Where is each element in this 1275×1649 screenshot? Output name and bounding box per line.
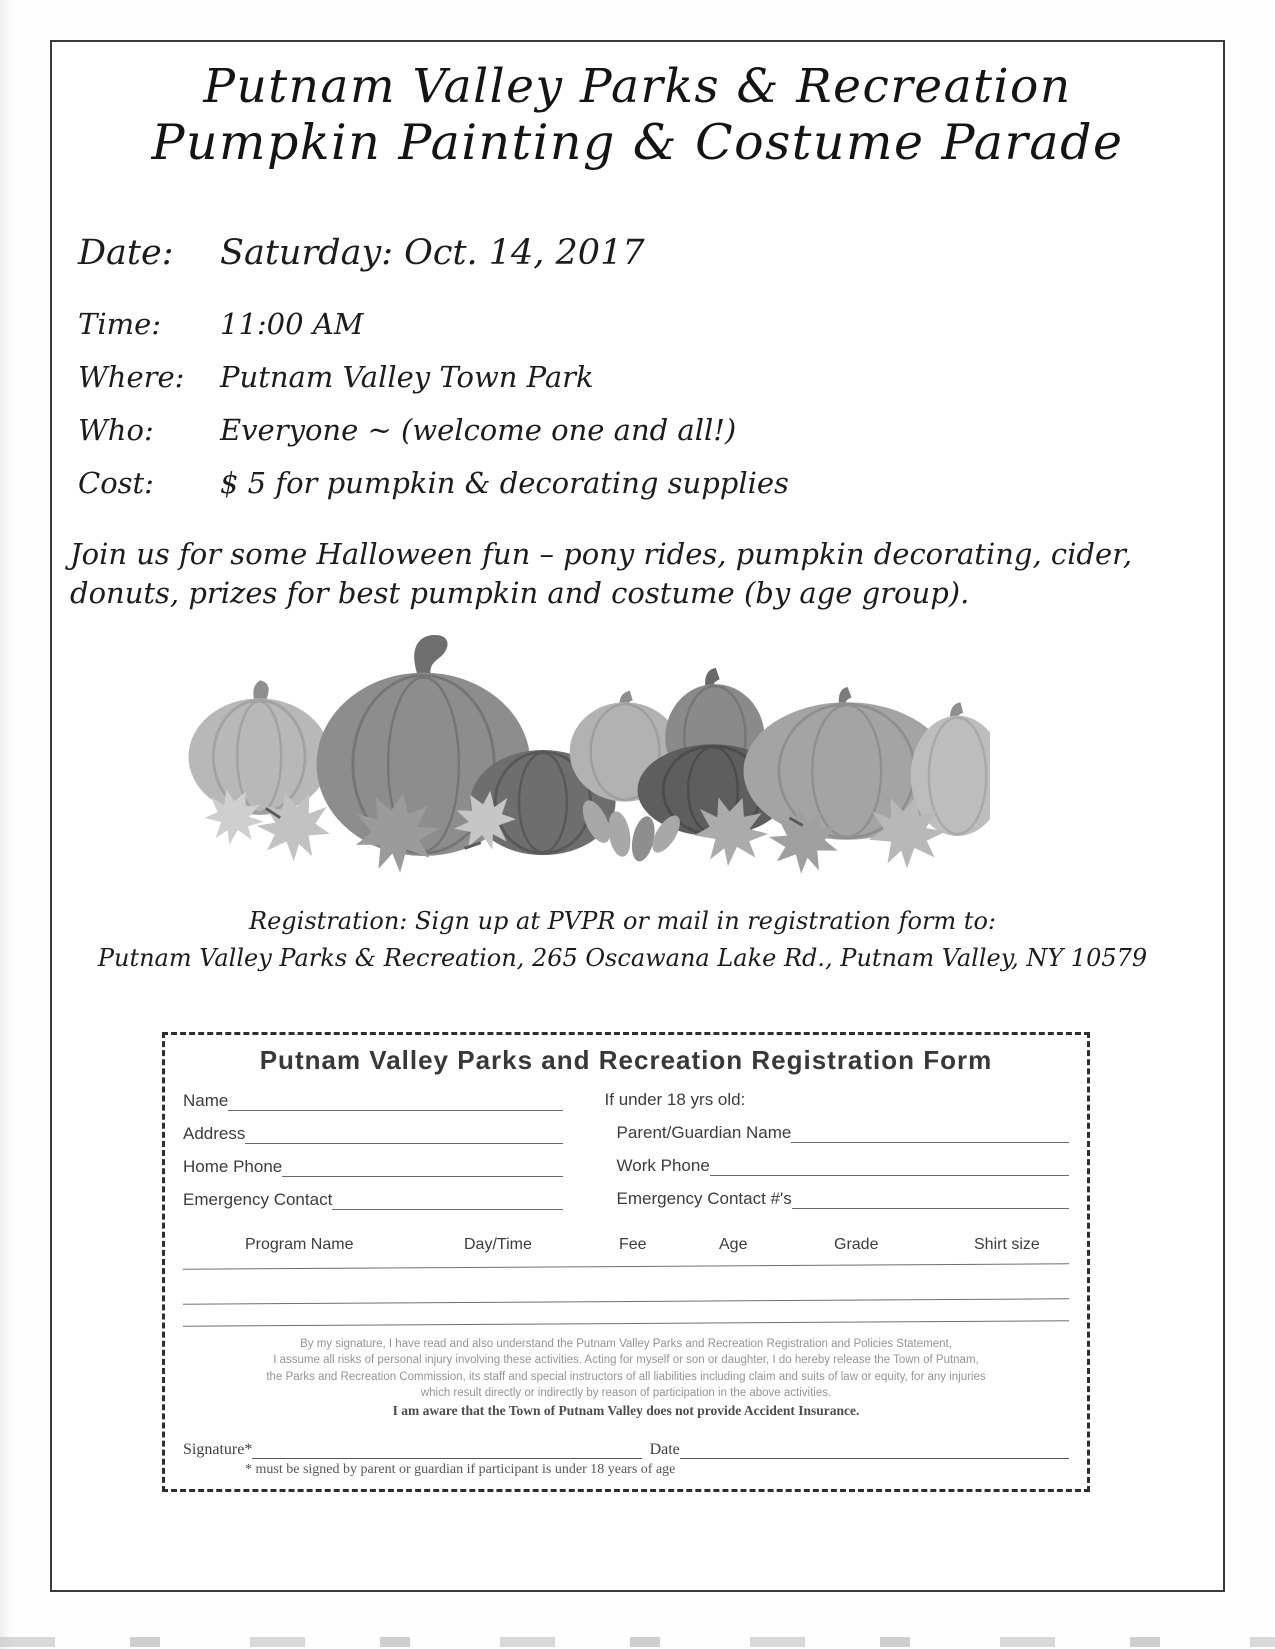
detail-label: Date: xyxy=(78,233,174,273)
title-line-1: Putnam Valley Parks & Recreation xyxy=(203,59,1072,114)
work-phone-label: Work Phone xyxy=(616,1156,710,1175)
column-fee: Fee xyxy=(619,1236,647,1253)
date-label: Date xyxy=(649,1441,680,1459)
waiver-line-1: By my signature, I have read and also understand the Putnam Valley Parks and Recreation Registration and Policies Statement, xyxy=(300,1338,952,1350)
emergency-contact-numbers-blank-line xyxy=(792,1190,1069,1209)
column-grade: Grade xyxy=(834,1236,879,1253)
signature-blank-line xyxy=(252,1442,641,1459)
detail-label: Where: xyxy=(78,360,185,394)
registration-line-2: Putnam Valley Parks & Recreation, 265 Oscawana Lake Rd., Putnam Valley, NY 10579 xyxy=(97,944,1148,973)
scan-edge-artifact xyxy=(0,0,14,1649)
emergency-contact-field xyxy=(183,1189,591,1210)
address-blank-line xyxy=(245,1125,562,1144)
column-program-name: Program Name xyxy=(245,1236,354,1253)
work-phone-field xyxy=(605,1155,1069,1176)
insurance-notice: I am aware that the Town of Putnam Valley does not provide Accident Insurance. xyxy=(392,1403,860,1419)
waiver-line-3: the Parks and Recreation Commission, its staff and special instructors of all liabilities including claim and suits of law or equity, for any injuries xyxy=(266,1370,986,1383)
form-title: Putnam Valley Parks and Recreation Registration Form xyxy=(259,1045,993,1075)
program-table-header xyxy=(183,1236,1069,1258)
pumpkins-and-leaves-illustration xyxy=(178,626,990,874)
table-rule-line xyxy=(183,1298,1069,1304)
address-label: Address xyxy=(183,1124,246,1143)
detail-row-who xyxy=(78,413,789,447)
detail-row-cost xyxy=(78,466,789,500)
detail-label: Cost: xyxy=(78,466,154,500)
address-field xyxy=(183,1123,591,1144)
signature-label: Signature* xyxy=(183,1441,253,1459)
emergency-contact-label: Emergency Contact xyxy=(183,1190,333,1209)
detail-label: Who: xyxy=(78,413,154,447)
emergency-contact-numbers-field xyxy=(605,1188,1069,1209)
pumpkin-patch-image xyxy=(178,626,990,874)
parent-guardian-name-field xyxy=(605,1122,1069,1143)
column-age: Age xyxy=(719,1236,748,1253)
table-rule-line xyxy=(183,1320,1069,1326)
registration-line-1: Registration: Sign up at PVPR or mail in registration form to: xyxy=(249,907,996,935)
scan-bottom-artifact xyxy=(0,1637,1275,1647)
detail-value: Saturday: Oct. 14, 2017 xyxy=(220,233,645,273)
detail-row-where xyxy=(78,360,789,394)
flyer-title xyxy=(60,60,1215,173)
detail-row-time xyxy=(78,307,789,341)
form-fields-left-column xyxy=(183,1090,591,1222)
signature-note: * must be signed by parent or guardian if participant is under 18 years of age xyxy=(245,1462,676,1478)
name-blank-line xyxy=(228,1092,562,1111)
parent-guardian-name-label: Parent/Guardian Name xyxy=(616,1123,792,1142)
column-day-time: Day/Time xyxy=(464,1236,532,1253)
name-label: Name xyxy=(183,1091,229,1110)
name-field xyxy=(183,1090,591,1111)
waiver-line-2: I assume all risks of personal injury involving these activities. Acting for myself or son or daughter, I do hereby release the Town of Putnam, xyxy=(273,1354,979,1367)
form-fields xyxy=(183,1090,1069,1222)
signature-row xyxy=(183,1441,1069,1459)
work-phone-blank-line xyxy=(710,1157,1069,1176)
title-line-2: Pumpkin Painting & Costume Parade xyxy=(151,114,1124,172)
home-phone-blank-line xyxy=(282,1158,562,1177)
detail-label: Time: xyxy=(78,307,162,341)
table-rule-line xyxy=(183,1263,1069,1269)
detail-value: 11:00 AM xyxy=(220,307,364,341)
under-18-heading: If under 18 yrs old: xyxy=(604,1090,746,1109)
form-fields-right-column xyxy=(591,1090,1069,1222)
detail-value: Putnam Valley Town Park xyxy=(220,360,594,394)
home-phone-label: Home Phone xyxy=(183,1157,283,1176)
parent-guardian-name-blank-line xyxy=(791,1124,1069,1143)
intro-paragraph: Join us for some Halloween fun – pony rides, pumpkin decorating, cider, donuts, prizes for best pumpkin and costume (by age group). xyxy=(70,537,1133,611)
detail-row-date xyxy=(78,233,789,273)
emergency-contact-blank-line xyxy=(332,1191,562,1210)
registration-instructions xyxy=(60,903,1185,977)
waiver-text xyxy=(183,1336,1069,1401)
waiver-line-4: which result directly or indirectly by reason of participation in the above activities. xyxy=(420,1386,832,1399)
detail-value: Everyone ~ (welcome one and all!) xyxy=(220,413,737,447)
home-phone-field xyxy=(183,1156,591,1177)
emergency-contact-numbers-label: Emergency Contact #'s xyxy=(616,1189,792,1208)
registration-form xyxy=(162,1032,1090,1492)
detail-value: $ 5 for pumpkin & decorating supplies xyxy=(220,466,789,500)
event-details xyxy=(78,233,789,519)
column-shirt-size: Shirt size xyxy=(974,1236,1040,1253)
date-blank-line xyxy=(680,1442,1069,1459)
